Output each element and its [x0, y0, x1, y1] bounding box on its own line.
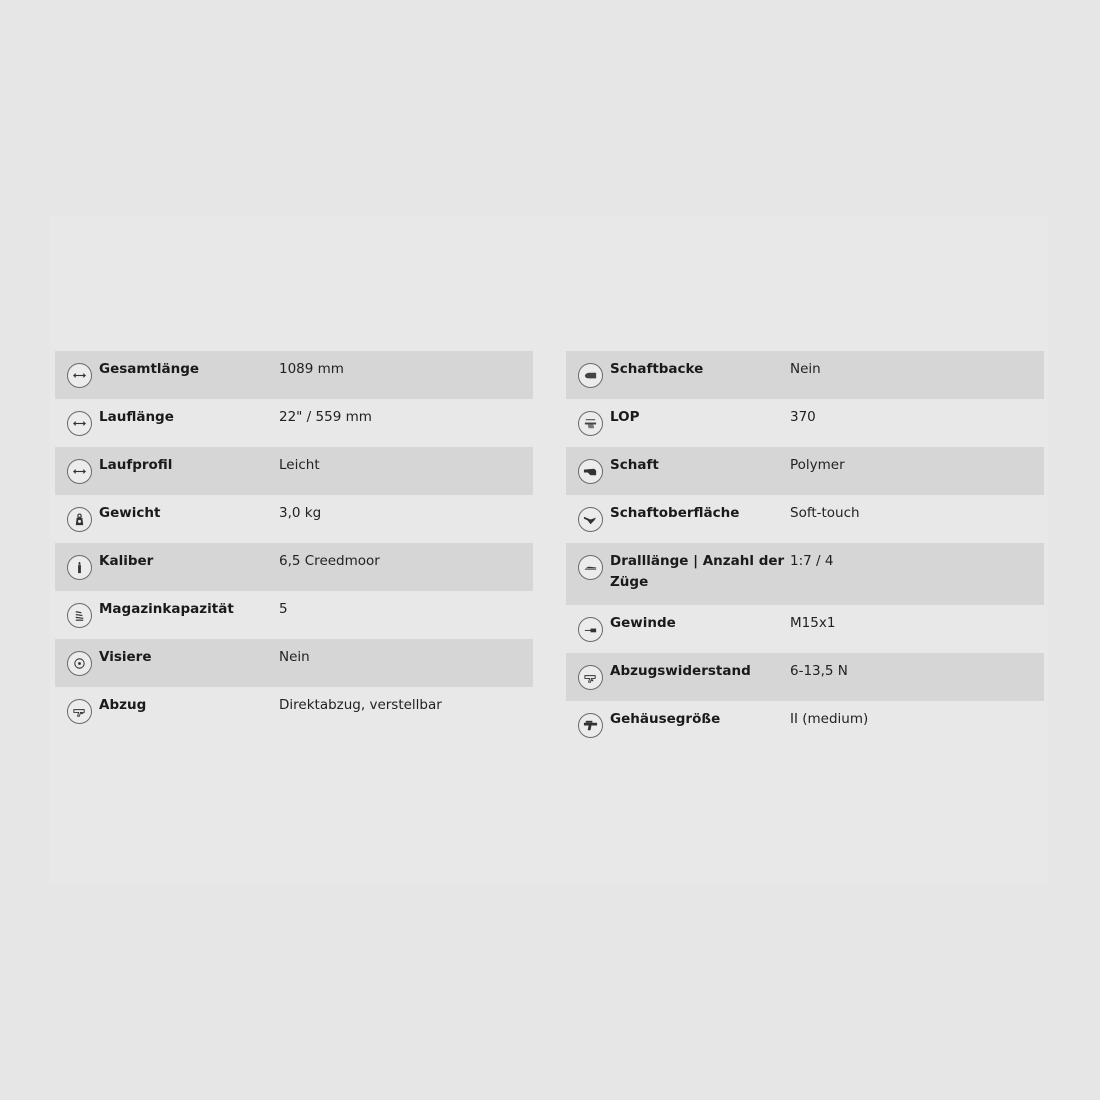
spec-row-visiere [55, 639, 533, 687]
spec-label: Gewicht [99, 505, 161, 521]
length-arrow-icon [67, 363, 92, 388]
spec-value: 6,5 Creedmoor [279, 553, 380, 569]
spec-label: Abzugswiderstand [610, 663, 751, 679]
spec-label: Laufprofil [99, 457, 173, 473]
spec-label: Gehäusegröße [610, 711, 721, 727]
spec-row-laufprofil [55, 447, 533, 495]
spec-value: Soft-touch [790, 505, 860, 521]
spec-row-gesamtlaenge [55, 351, 533, 399]
spec-label: Kaliber [99, 553, 154, 569]
spec-label: Schaft [610, 457, 659, 473]
spec-value: Nein [790, 361, 821, 377]
spec-row-abzug [55, 687, 533, 735]
spec-row-lauflaenge [55, 399, 533, 447]
spec-row-schaftoberflaeche [566, 495, 1044, 543]
spec-value: Polymer [790, 457, 845, 473]
cheek-rest-icon [578, 363, 603, 388]
spec-value: II (medium) [790, 711, 869, 727]
length-arrow-icon [67, 411, 92, 436]
spec-label: Schaftoberfläche [610, 505, 740, 521]
spec-label: Visiere [99, 649, 152, 665]
trigger-icon [67, 699, 92, 724]
thread-icon [578, 617, 603, 642]
sight-icon [67, 651, 92, 676]
spec-value: Nein [279, 649, 310, 665]
spec-row-kaliber [55, 543, 533, 591]
spec-value: 3,0 kg [279, 505, 322, 521]
receiver-icon [578, 713, 603, 738]
spec-row-gewinde [566, 605, 1044, 653]
magazine-icon [67, 603, 92, 628]
spec-label: Dralllänge | Anzahl der Züge [610, 553, 785, 590]
spec-row-gehaeusegroesse [566, 701, 1044, 749]
spec-row-gewicht [55, 495, 533, 543]
cartridge-icon [67, 555, 92, 580]
spec-value: Leicht [279, 457, 320, 473]
spec-label: Schaftbacke [610, 361, 704, 377]
length-arrow-icon [67, 459, 92, 484]
spec-label: Abzug [99, 697, 147, 713]
spec-value: 1089 mm [279, 361, 344, 377]
spec-label: LOP [610, 409, 640, 425]
spec-label: Gewinde [610, 615, 676, 631]
spec-value: 6-13,5 N [790, 663, 848, 679]
spec-value: 5 [279, 601, 288, 617]
spec-label: Magazinkapazität [99, 601, 234, 617]
spec-value: Direktabzug, verstellbar [279, 697, 442, 713]
spec-value: 22" / 559 mm [279, 409, 372, 425]
spec-row-schaftbacke [566, 351, 1044, 399]
spec-label: Lauflänge [99, 409, 174, 425]
spec-label: Gesamtlänge [99, 361, 200, 377]
stock-icon [578, 459, 603, 484]
spec-value: M15x1 [790, 615, 836, 631]
spec-value: 1:7 / 4 [790, 553, 834, 569]
trigger-pull-icon [578, 665, 603, 690]
spec-row-abzugswiderstand [566, 653, 1044, 701]
spec-value: 370 [790, 409, 816, 425]
spec-column-left [55, 351, 533, 735]
stock-surface-icon [578, 507, 603, 532]
spec-row-schaft [566, 447, 1044, 495]
weight-icon [67, 507, 92, 532]
spec-row-dralllaenge [566, 543, 1044, 605]
length-of-pull-icon [578, 411, 603, 436]
spec-row-lop [566, 399, 1044, 447]
spec-row-magazinkapazitaet [55, 591, 533, 639]
barrel-twist-icon [578, 555, 603, 580]
spec-column-right [566, 351, 1044, 749]
